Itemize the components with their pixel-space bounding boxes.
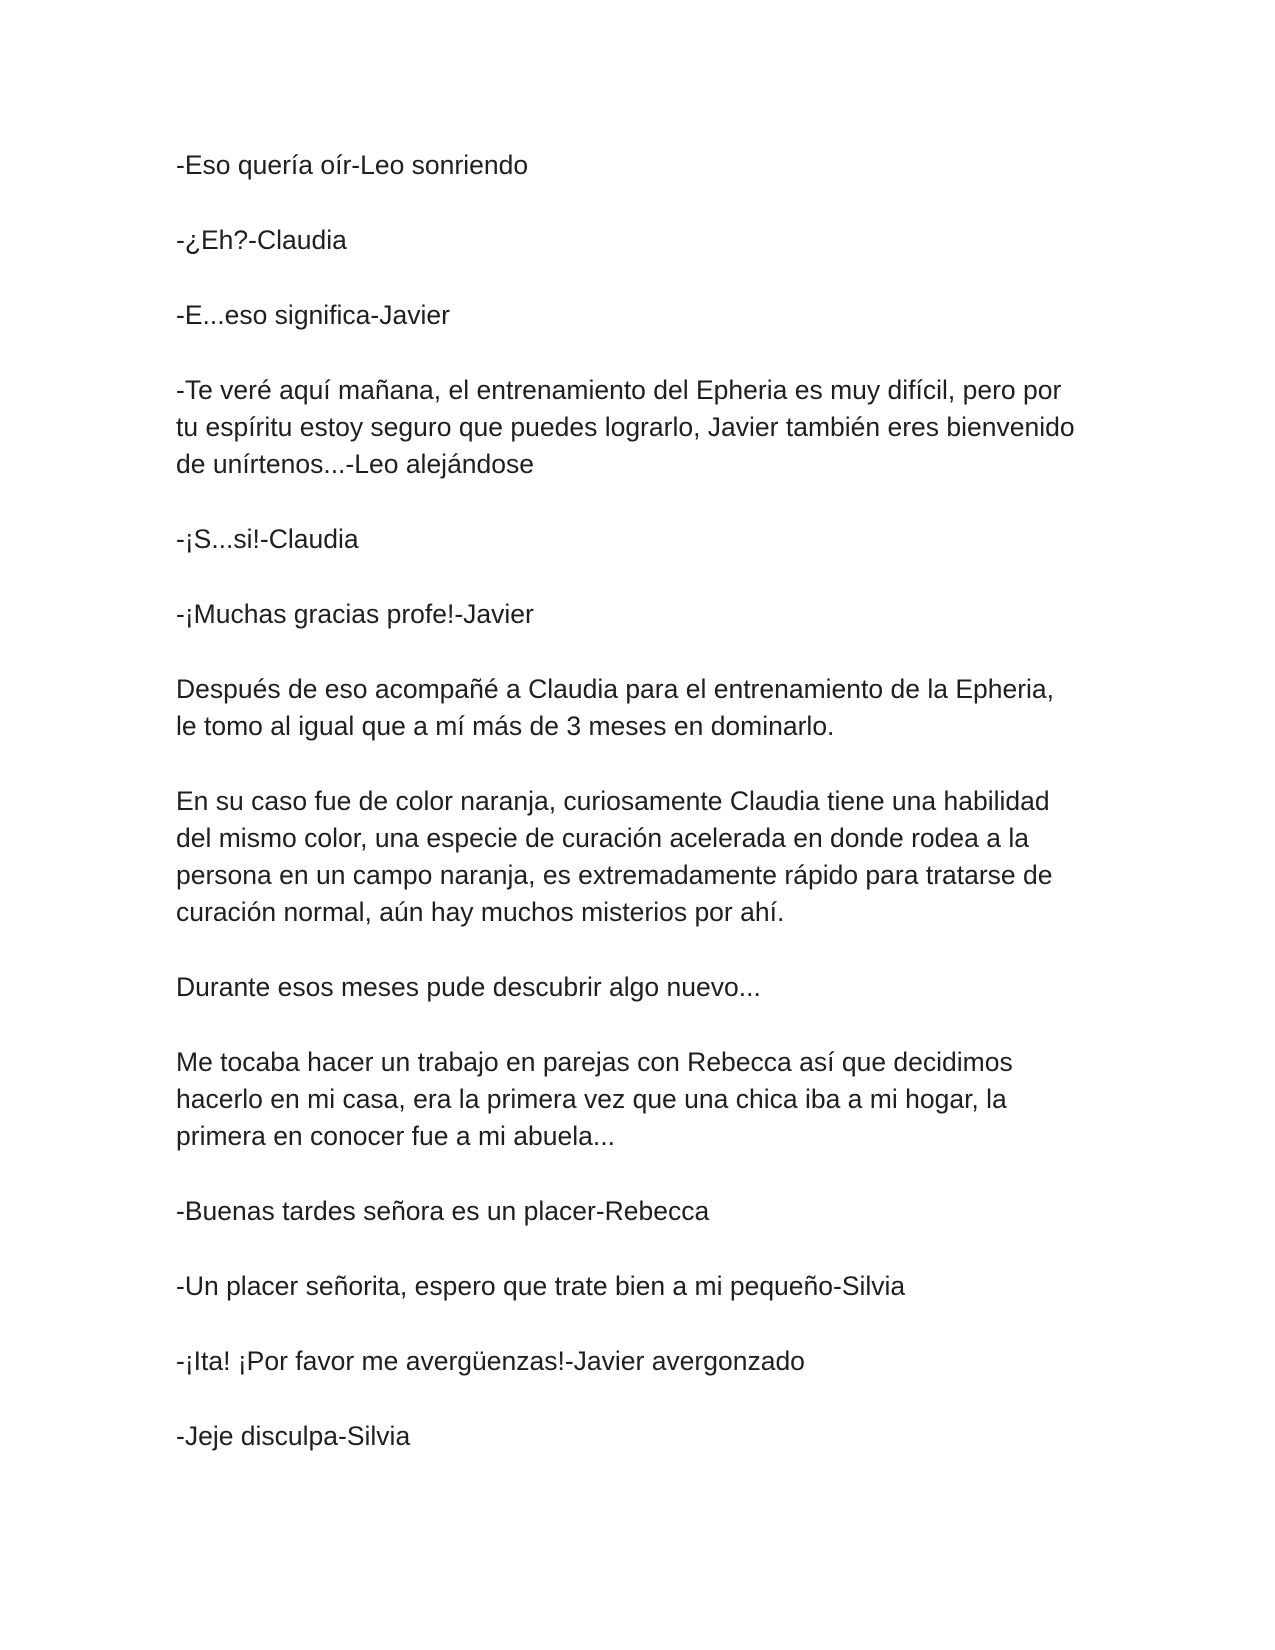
paragraph-5: -¡S...si!-Claudia xyxy=(176,524,359,554)
paragraph-7: Después de eso acompañé a Claudia para el entrenamiento de la Epheria, le tomo al igual que a mí más de 3 meses en dominarlo. xyxy=(176,674,1055,741)
paragraph-3: -E...eso significa-Javier xyxy=(176,300,450,330)
paragraph-1: -Eso quería oír-Leo sonriendo xyxy=(176,150,529,180)
paragraph-9: Durante esos meses pude descubrir algo nuevo... xyxy=(176,972,761,1002)
paragraph-13: -¡Ita! ¡Por favor me avergüenzas!-Javier avergonzado xyxy=(176,1346,805,1376)
paragraph-10: Me tocaba hacer un trabajo en parejas con Rebecca así que decidimos hacerlo en mi casa, era la primera vez que una chica iba a mi hogar, la primera en conocer fue a mi abuela... xyxy=(176,1047,1013,1151)
document-body xyxy=(176,147,1076,1493)
paragraph-2: -¿Eh?-Claudia xyxy=(176,225,347,255)
paragraph-4: -Te veré aquí mañana, el entrenamiento del Epheria es muy difícil, pero por tu espíritu estoy seguro que puedes lograrlo, Javier también eres bienvenido de unírtenos...-Leo alejándose xyxy=(176,375,1075,479)
paragraph-6: -¡Muchas gracias profe!-Javier xyxy=(176,599,534,629)
paragraph-12: -Un placer señorita, espero que trate bien a mi pequeño-Silvia xyxy=(176,1271,906,1301)
paragraph-8: En su caso fue de color naranja, curiosamente Claudia tiene una habilidad del mismo color, una especie de curación acelerada en donde rodea a la persona en un campo naranja, es extremadamente rápido para tratarse de curación normal, aún hay muchos misterios por ahí. xyxy=(176,786,1053,927)
paragraph-14: -Jeje disculpa-Silvia xyxy=(176,1421,411,1451)
paragraph-11: -Buenas tardes señora es un placer-Rebecca xyxy=(176,1196,710,1226)
